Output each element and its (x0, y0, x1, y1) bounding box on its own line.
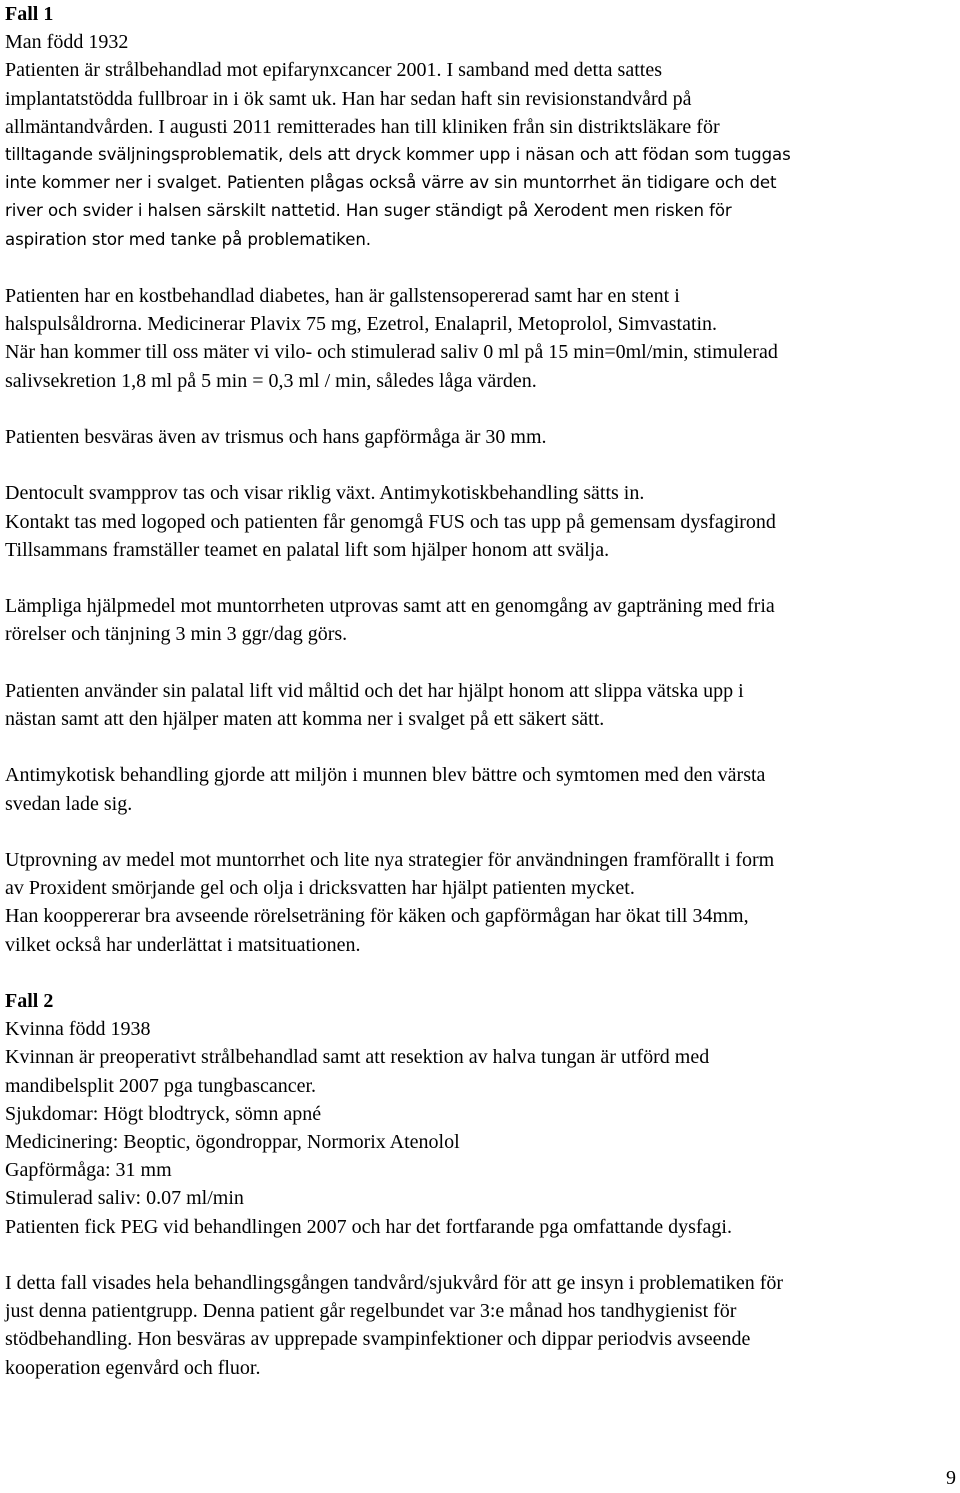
case1-line: Patienten har en kostbehandlad diabetes, han är gallstensopererad samt har en stent i (5, 285, 680, 308)
paragraph-gap (5, 959, 957, 987)
paragraph-gap (5, 254, 957, 282)
paragraph-gap (5, 564, 957, 592)
case2-line: Stimulerad saliv: 0.07 ml/min (5, 1187, 244, 1210)
case1-line: tilltagande sväljningsproblematik, dels att dryck kommer upp i näsan och att födan som tuggas (5, 145, 791, 165)
document-page (5, 0, 957, 1382)
case1-line: aspiration stor med tanke på problematiken. (5, 229, 371, 249)
paragraph-gap (5, 395, 957, 423)
case2-line: Kvinnan är preoperativt strålbehandlad samt att resektion av halva tungan är utförd med (5, 1046, 710, 1069)
paragraph-gap (5, 733, 957, 761)
case1-line: Han kooppererar bra avseende rörelseträning för käken och gapförmågan har ökat till 34mm, (5, 905, 749, 928)
case2-line: kooperation egenvård och fluor. (5, 1356, 261, 1379)
case2-line: Medicinering: Beoptic, ögondroppar, Normorix Atenolol (5, 1131, 460, 1153)
case2-body (5, 1015, 957, 1382)
case1-heading: Fall 1 (5, 3, 54, 25)
case1-line: allmäntandvården. I augusti 2011 remitterades han till kliniken från sin distriktsläkare för (5, 115, 720, 138)
case1-line: Utprovning av medel mot muntorrhet och lite nya strategier för användningen framförallt i form (5, 848, 775, 871)
case1-line: Patienten är strålbehandlad mot epifarynxcancer 2001. I samband med detta sattes (5, 59, 662, 82)
case2-line: Sjukdomar: Högt blodtryck, sömn apné (5, 1102, 322, 1125)
case2-line: Patienten fick PEG vid behandlingen 2007 och har det fortfarande pga omfattande dysfagi. (5, 1215, 732, 1238)
case2-heading: Fall 2 (5, 989, 54, 1012)
case2-line: I detta fall visades hela behandlingsgången tandvård/sjukvård för att ge insyn i problematiken för (5, 1272, 784, 1294)
case1-line: Tillsammans framställer teamet en palatal lift som hjälper honom att svälja. (5, 538, 610, 561)
case2-line: Gapförmåga: 31 mm (5, 1159, 172, 1182)
case1-line: salivsekretion 1,8 ml på 5 min = 0,3 ml / min, således låga värden. (5, 369, 537, 392)
case1-line: nästan samt att den hjälper maten att komma ner i svalget på ett säkert sätt. (5, 708, 605, 730)
case1-line: implantatstödda fullbroar in i ök samt uk. Han har sedan haft sin revisionstandvård på (5, 87, 692, 110)
case1-line: Kontakt tas med logoped och patienten får genomgå FUS och tas upp på gemensam dysfagirond (5, 510, 776, 533)
case2-line: stödbehandling. Hon besväras av upprepade svampinfektioner och dippar periodvis avseende (5, 1328, 751, 1351)
case2-line: Kvinna född 1938 (5, 1018, 151, 1041)
paragraph-gap (5, 451, 957, 479)
page-number: 9 (946, 1467, 956, 1489)
case1-line: rörelser och tänjning 3 min 3 ggr/dag görs. (5, 623, 348, 646)
case1-line: Patienten besväras även av trismus och hans gapförmåga är 30 mm. (5, 426, 547, 449)
case1-line: Antimykotisk behandling gjorde att miljön i munnen blev bättre och symtomen med den värsta (5, 764, 766, 787)
case1-line: Man född 1932 (5, 31, 129, 54)
case1-line: vilket också har underlättat i matsituationen. (5, 933, 361, 956)
case1-body (5, 28, 957, 987)
case1-line: Dentocult svampprov tas och visar riklig växt. Antimykotiskbehandling sätts in. (5, 482, 645, 505)
case1-line: inte kommer ner i svalget. Patienten plågas också värre av sin muntorrhet än tidigare och det (5, 173, 777, 193)
case1-line: När han kommer till oss mäter vi vilo- och stimulerad saliv 0 ml på 15 min=0ml/min, stimulerad (5, 341, 778, 364)
case2-line: just denna patientgrupp. Denna patient går regelbundet var 3:e månad hos tandhygienist för (5, 1300, 737, 1323)
case2-line: mandibelsplit 2007 pga tungbascancer. (5, 1074, 317, 1097)
case1-line: Lämpliga hjälpmedel mot muntorrheten utprovas samt att en genomgång av gapträning med fria (5, 595, 775, 618)
case1-line: halspulsåldrorna. Medicinerar Plavix 75 mg, Ezetrol, Enalapril, Metoprolol, Simvastatin. (5, 313, 718, 336)
case1-line: av Proxident smörjande gel och olja i dricksvatten har hjälpt patienten mycket. (5, 877, 635, 900)
paragraph-gap (5, 818, 957, 846)
paragraph-gap (5, 1241, 957, 1269)
case1-line: river och svider i halsen särskilt nattetid. Han suger ständigt på Xerodent men risken för (5, 201, 732, 221)
paragraph-gap (5, 649, 957, 677)
case1-line: Patienten använder sin palatal lift vid måltid och det har hjälpt honom att slippa vätska upp i (5, 679, 744, 702)
case1-line: svedan lade sig. (5, 792, 133, 815)
